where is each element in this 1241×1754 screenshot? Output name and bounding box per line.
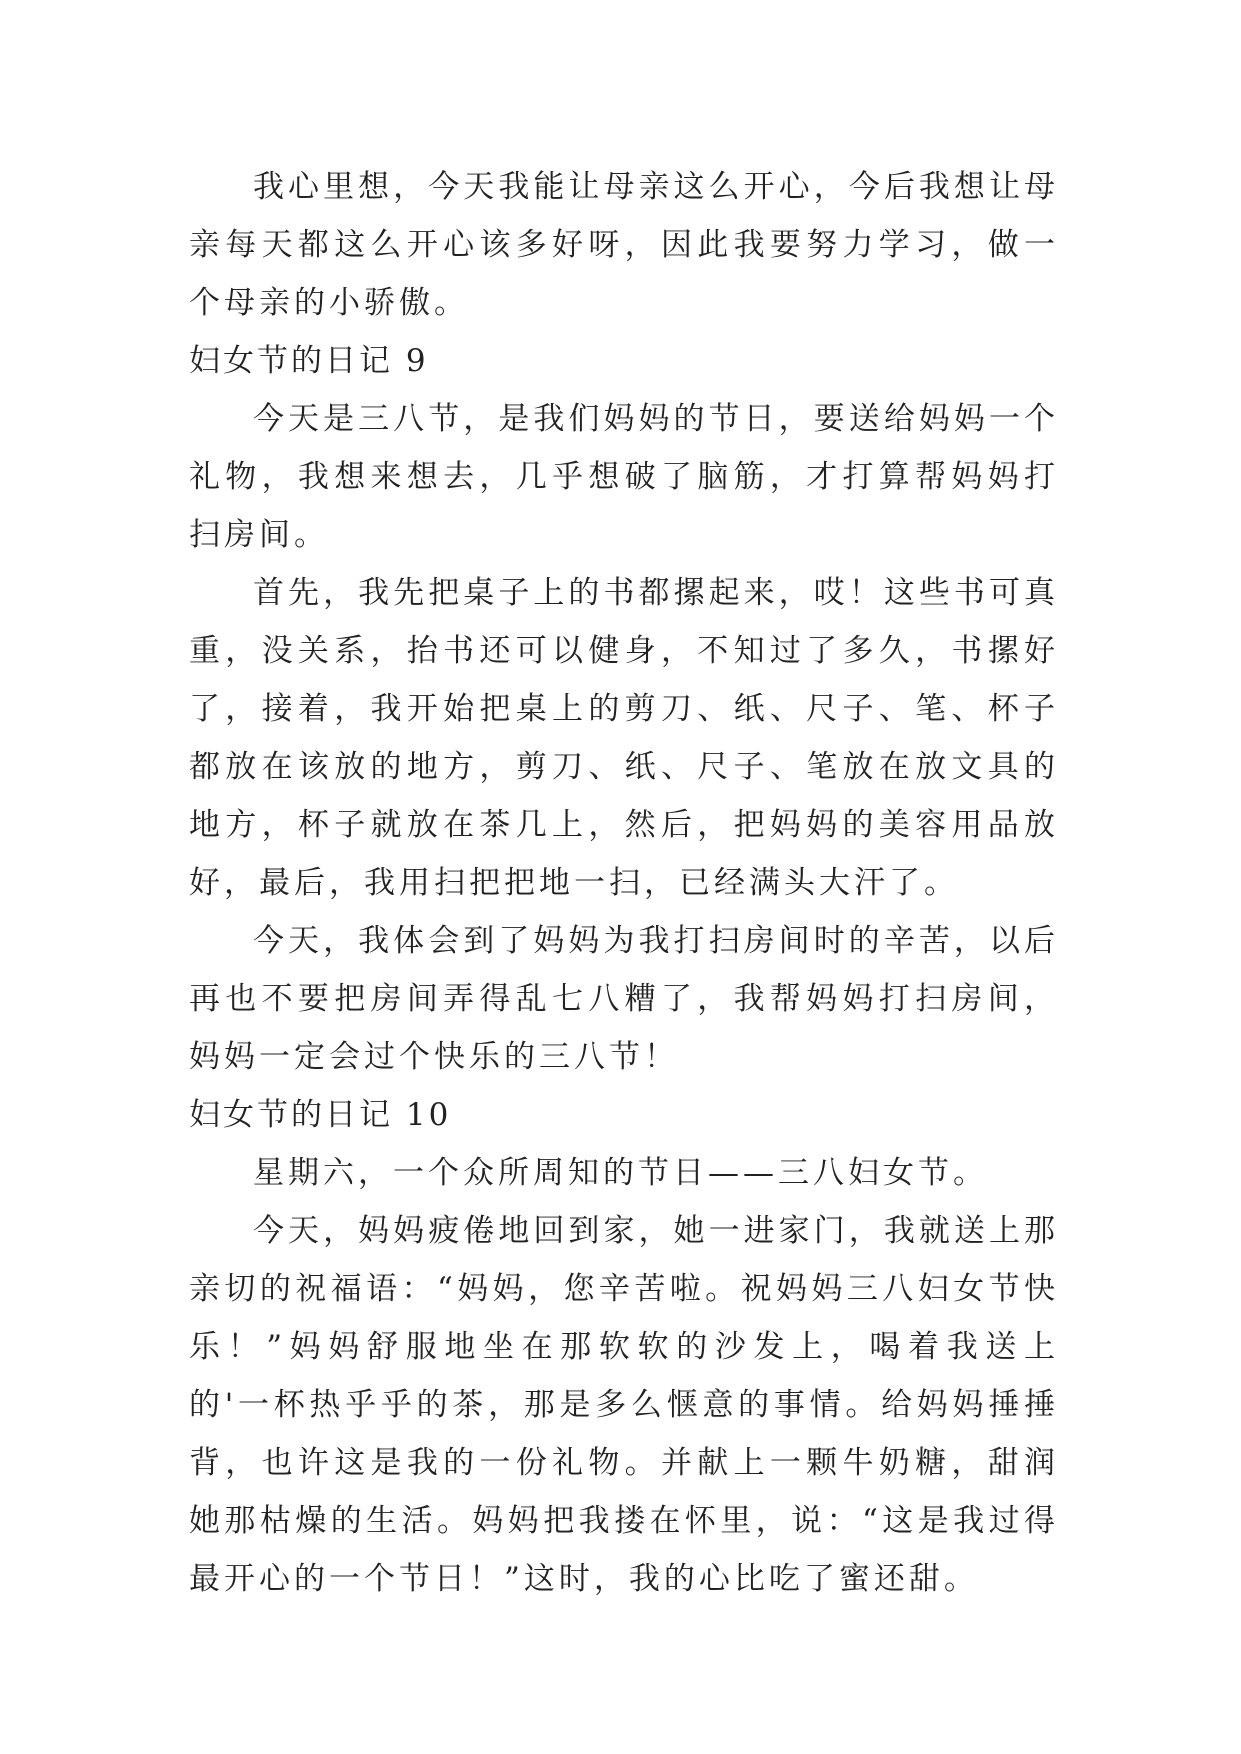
document-body — [189, 158, 1059, 1608]
paragraph: 星期六，一个众所周知的节日——三八妇女节。 — [253, 1155, 988, 1191]
diary-heading-10: 妇女节的日记 10 — [189, 1097, 452, 1133]
paragraph: 今天，妈妈疲倦地回到家，她一进家门，我就送上那亲切的祝福语：“妈妈，您辛苦啦。祝妈妈三八妇女节快乐！”妈妈舒服地坐在那软软的沙发上，喝着我送上的'一杯热乎乎的茶，那是多么惬意的事情。给妈妈捶捶背，也许这是我的一份礼物。并献上一颗牛奶糖，甜润她那枯燥的生活。妈妈把我搂在怀里，说：“这是我过得最开心的一个节日！”这时，我的心比吃了蜜还甜。 — [189, 1213, 1059, 1597]
paragraph: 首先，我先把桌子上的书都摞起来，哎！这些书可真重，没关系，抬书还可以健身，不知过了多久，书摞好了，接着，我开始把桌上的剪刀、纸、尺子、笔、杯子都放在该放的地方，剪刀、纸、尺子、笔放在放文具的地方，杯子就放在茶几上，然后，把妈妈的美容用品放好，最后，我用扫把把地一扫，已经满头大汗了。 — [189, 575, 1059, 901]
diary-heading-9: 妇女节的日记 9 — [189, 343, 429, 379]
paragraph: 我心里想，今天我能让母亲这么开心，今后我想让母亲每天都这么开心该多好呀，因此我要努力学习，做一个母亲的小骄傲。 — [189, 169, 1059, 321]
paragraph: 今天是三八节，是我们妈妈的节日，要送给妈妈一个礼物，我想来想去，几乎想破了脑筋，才打算帮妈妈打扫房间。 — [189, 401, 1059, 553]
paragraph: 今天，我体会到了妈妈为我打扫房间时的辛苦，以后再也不要把房间弄得乱七八糟了，我帮妈妈打扫房间，妈妈一定会过个快乐的三八节！ — [189, 923, 1059, 1075]
